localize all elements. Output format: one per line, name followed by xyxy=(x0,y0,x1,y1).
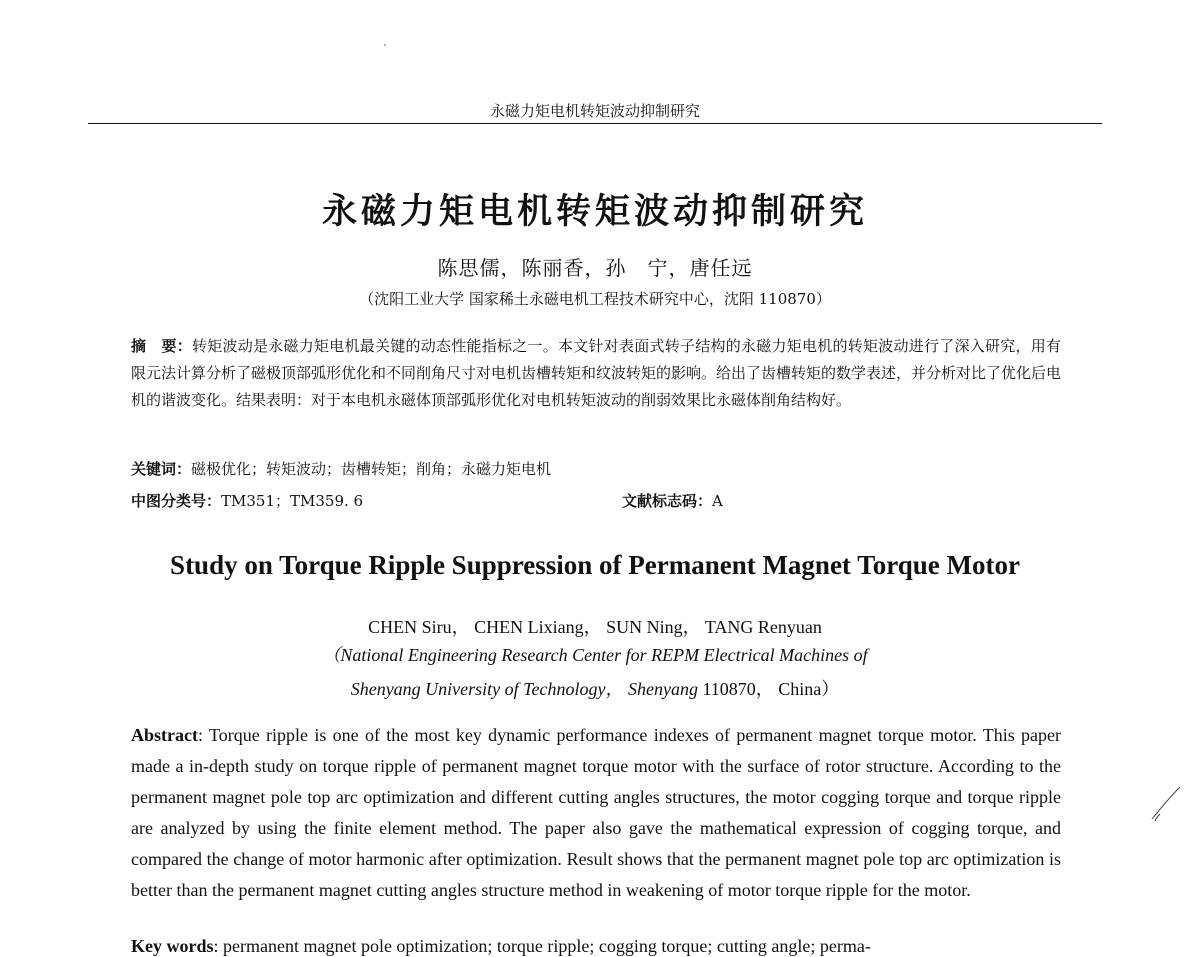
en-title: Study on Torque Ripple Suppression of Permanent Magnet Torque Motor xyxy=(170,550,1020,580)
running-header: 永磁力矩电机转矩波动抑制研究 xyxy=(489,102,700,120)
pen-stroke-mark xyxy=(1150,783,1184,823)
zh-classification xyxy=(131,490,363,511)
zh-doccode-label: 文献标志码： xyxy=(622,492,713,510)
zh-keywords-text: 磁极优化；转矩波动；齿槽转矩；削角；永磁力矩电机 xyxy=(191,460,552,478)
zh-classification-text: TM351；TM359. 6 xyxy=(221,492,364,510)
en-keywords-label: Key words xyxy=(131,936,214,956)
en-affiliation-line2-italic: Shenyang University of Technology， Shenyang xyxy=(350,679,698,699)
en-affiliation-line2-rest: 110870， China） xyxy=(697,679,840,699)
en-abstract-text: Torque ripple is one of the most key dynamic performance indexes of permanent magnet torque motor. This paper made a in-depth study on torque ripple of permanent magnet torque motor with the surface of rotor structure. According to the permanent magnet pole top arc optimization and different cutting angles structures, the motor cogging torque and torque ripple are analyzed by using the finite element method. The paper also gave the mathematical expression of cogging torque, and compared the change of motor harmonic after optimization. Result shows that the permanent magnet pole top arc optimization is better than the permanent magnet cutting angles structure method in weakening of motor torque ripple for the motor. xyxy=(131,725,1061,900)
zh-document-code xyxy=(622,490,723,511)
scan-speck xyxy=(384,44,386,46)
en-affiliation-line1: （National Engineering Research Center for REPM Electrical Machines of xyxy=(322,645,868,665)
en-authors: CHEN Siru， CHEN Lixiang， SUN Ning， TANG Renyuan xyxy=(368,617,822,637)
zh-abstract-label: 摘 要： xyxy=(131,337,192,355)
zh-authors: 陈思儒，陈丽香，孙 宁，唐任远 xyxy=(437,256,753,280)
zh-keywords xyxy=(131,458,1061,479)
en-affiliation-line2 xyxy=(0,675,1190,701)
zh-classification-label: 中图分类号： xyxy=(131,492,222,510)
zh-affiliation: （沈阳工业大学 国家稀土永磁电机工程技术研究中心，沈阳 110870） xyxy=(359,290,831,308)
zh-doccode-text: A xyxy=(712,492,723,510)
zh-keywords-label: 关键词： xyxy=(131,460,192,478)
zh-abstract xyxy=(131,333,1061,414)
en-keywords-text: : permanent magnet pole optimization; torque ripple; cogging torque; cutting angle; perma- xyxy=(213,936,871,956)
zh-title: 永磁力矩电机转矩波动抑制研究 xyxy=(321,192,868,232)
en-abstract-label: Abstract xyxy=(131,725,198,745)
header-rule xyxy=(88,123,1102,124)
en-keywords xyxy=(131,936,1061,957)
en-abstract xyxy=(131,720,1061,906)
en-abstract-colon: : xyxy=(197,725,209,745)
zh-abstract-text: 转矩波动是永磁力矩电机最关键的动态性能指标之一。本文针对表面式转子结构的永磁力矩电机的转矩波动进行了深入研究，用有限元法计算分析了磁极顶部弧形优化和不同削角尺寸对电机齿槽转矩和纹波转矩的影响。给出了齿槽转矩的数学表述，并分析对比了优化后电机的谐波变化。结果表明：对于本电机永磁体顶部弧形优化对电机转矩波动的削弱效果比永磁体削角结构好。 xyxy=(131,337,1062,409)
